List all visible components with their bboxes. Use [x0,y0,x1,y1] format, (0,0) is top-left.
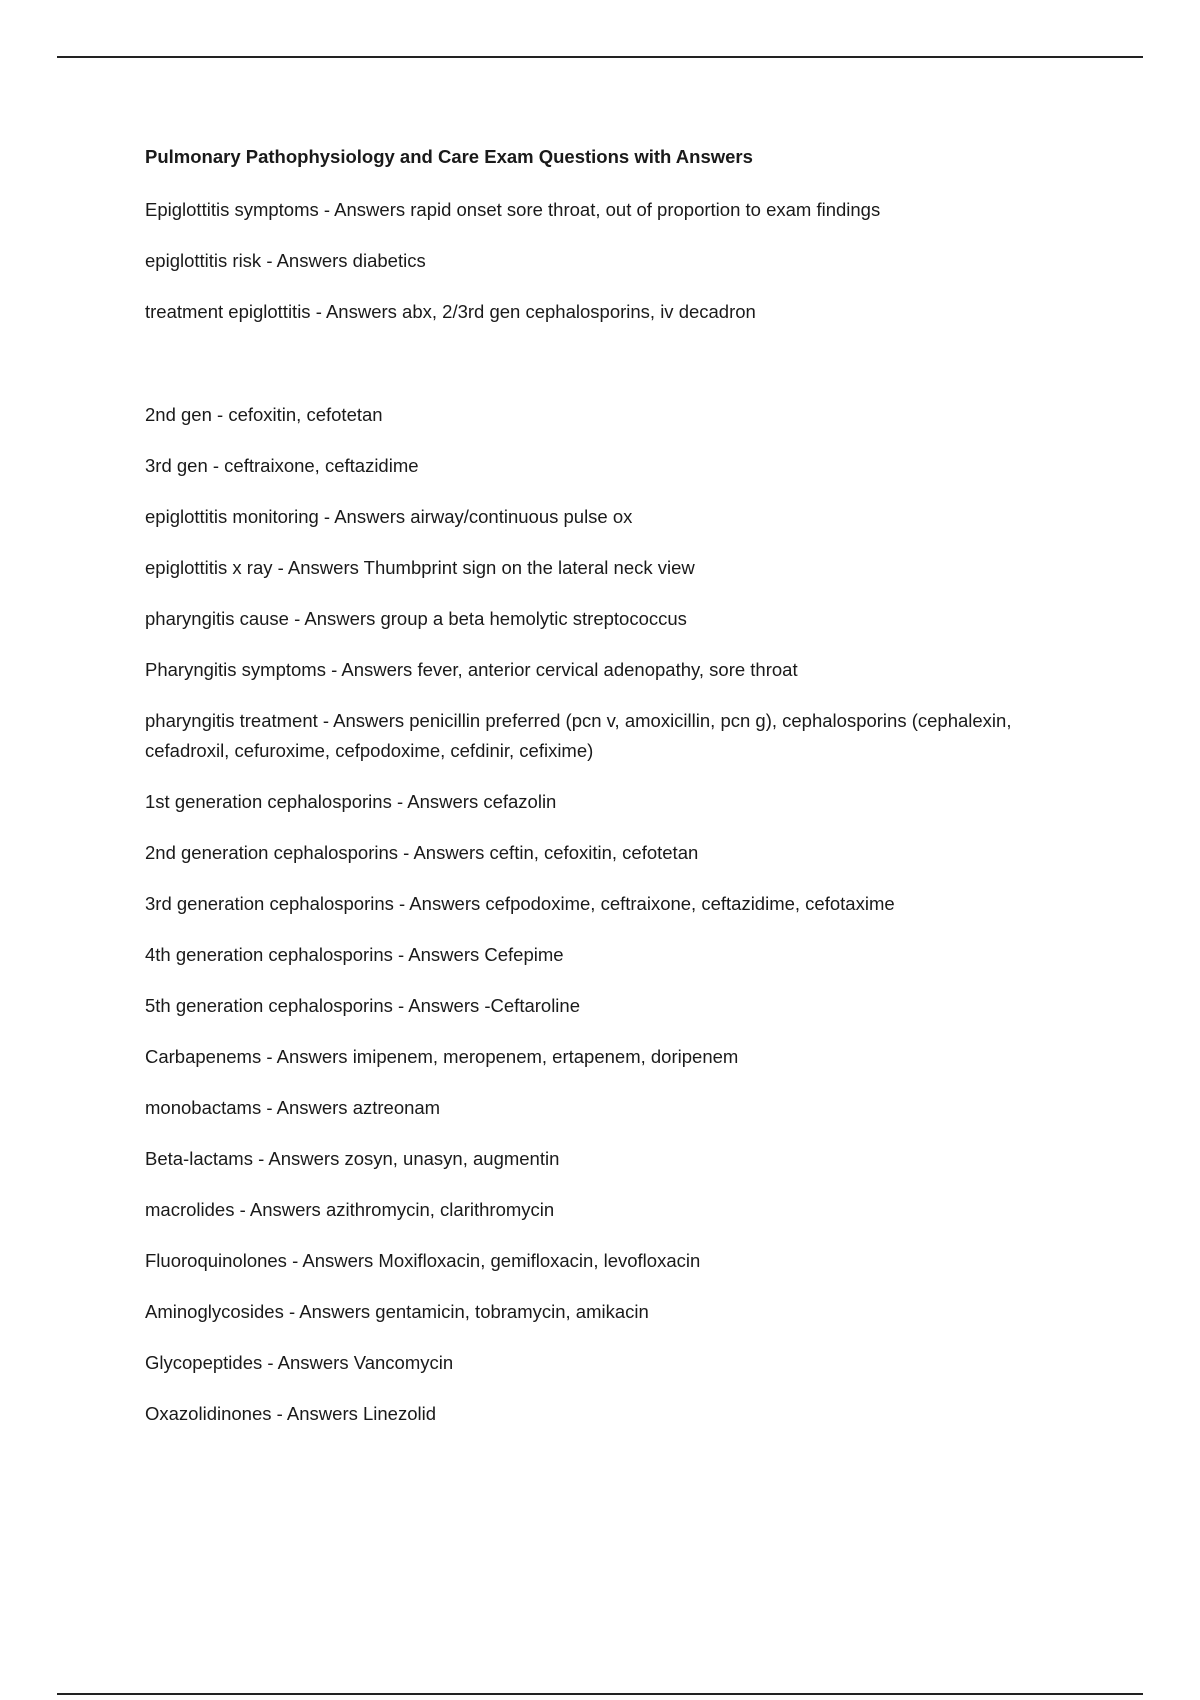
qa-line: 2nd generation cephalosporins - Answers ceftin, cefoxitin, cefotetan [145,842,699,863]
qa-line: pharyngitis treatment - Answers penicillin preferred (pcn v, amoxicillin, pcn g), cephalosporins (cephalexin, cefadroxil, cefuroxime, cefpodoxime, cefdinir, cefixime) [145,710,1012,761]
qa-line: epiglottitis x ray - Answers Thumbprint sign on the lateral neck view [145,557,695,578]
qa-line: Glycopeptides - Answers Vancomycin [145,1352,454,1373]
qa-line: Carbapenems - Answers imipenem, meropenem, ertapenem, doripenem [145,1046,739,1067]
qa-line: macrolides - Answers azithromycin, clarithromycin [145,1199,555,1220]
qa-line: Beta-lactams - Answers zosyn, unasyn, augmentin [145,1148,560,1169]
qa-line: Pharyngitis symptoms - Answers fever, anterior cervical adenopathy, sore throat [145,659,798,680]
qa-line: epiglottitis monitoring - Answers airway/continuous pulse ox [145,506,633,527]
qa-line: 2nd gen - cefoxitin, cefotetan [145,404,383,425]
document-body [145,145,1015,1450]
qa-line: epiglottitis risk - Answers diabetics [145,250,426,271]
document-title: Pulmonary Pathophysiology and Care Exam Questions with Answers [145,146,753,167]
qa-line: 3rd gen - ceftraixone, ceftazidime [145,455,419,476]
qa-line: Aminoglycosides - Answers gentamicin, tobramycin, amikacin [145,1301,649,1322]
qa-line: treatment epiglottitis - Answers abx, 2/3rd gen cephalosporins, iv decadron [145,301,756,322]
blank-gap [145,348,1015,400]
qa-line: Fluoroquinolones - Answers Moxifloxacin, gemifloxacin, levofloxacin [145,1250,701,1271]
page-bottom-rule [57,1693,1143,1695]
qa-line: Epiglottitis symptoms - Answers rapid onset sore throat, out of proportion to exam findings [145,199,881,220]
qa-line: 4th generation cephalosporins - Answers Cefepime [145,944,564,965]
qa-line: Oxazolidinones - Answers Linezolid [145,1403,437,1424]
qa-line: pharyngitis cause - Answers group a beta hemolytic streptococcus [145,608,687,629]
qa-line: monobactams - Answers aztreonam [145,1097,441,1118]
qa-line: 1st generation cephalosporins - Answers cefazolin [145,791,557,812]
qa-line: 3rd generation cephalosporins - Answers cefpodoxime, ceftraixone, ceftazidime, cefotaxime [145,893,895,914]
page-top-rule [57,56,1143,58]
qa-line: 5th generation cephalosporins - Answers -Ceftaroline [145,995,580,1016]
